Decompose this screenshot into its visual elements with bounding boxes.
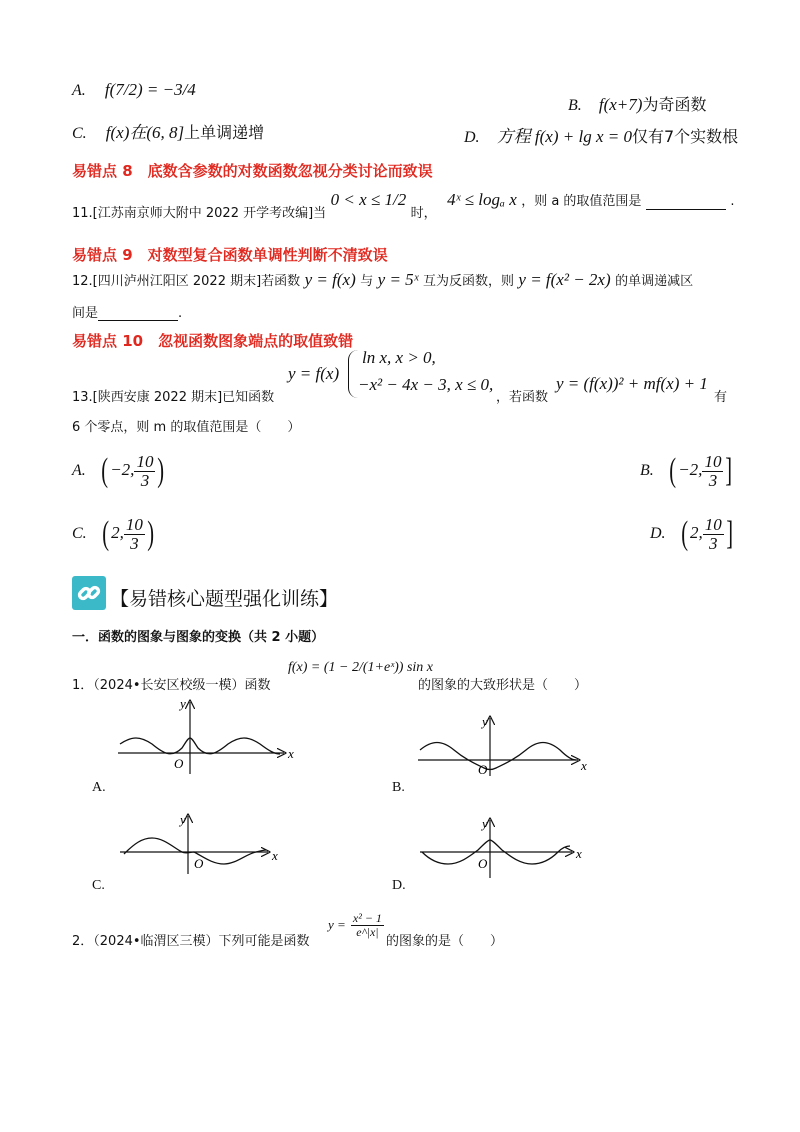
svg-text:x: x — [272, 848, 278, 863]
q13-option-d[interactable]: D. ( 2, $\frac{10}{3}$ ] — [650, 514, 733, 553]
link-icon — [72, 576, 106, 610]
section-title: 【易错核心题型强化训练】 — [110, 588, 339, 610]
q10-option-a[interactable]: A. f(7/2) = −3/4 — [72, 80, 196, 99]
q13-composite-function: y = (f(x))² + mf(x) + 1 — [556, 374, 708, 393]
q13-case-2: −x² − 4x − 3, x ≤ 0, — [358, 375, 494, 394]
graph-c-label: C. — [92, 878, 105, 893]
q13-function-name: y = f(x) — [288, 364, 340, 383]
graph-b-label: B. — [392, 780, 405, 795]
graph-a-curve — [120, 738, 280, 754]
q10-option-a-expr: f(7/2) = −3/4 — [104, 80, 196, 99]
graph-b[interactable] — [414, 714, 594, 778]
problem-1-function: f(x) = (1 − 2/(1+eˣ)) sin x — [288, 660, 434, 675]
graph-b-curve — [420, 743, 576, 770]
svg-text:O: O — [174, 756, 184, 771]
graph-d-label: D. — [392, 878, 406, 893]
q13-option-c[interactable]: C. ( 2, $\frac{10}{3}$ ) — [72, 514, 154, 553]
svg-text:y: y — [180, 812, 186, 827]
problem-2-prefix: 2．（2024•临渭区三模）下列可能是函数 — [72, 934, 310, 949]
svg-text:O: O — [194, 856, 204, 871]
question-13-line2: 6 个零点，则 m 的取值范围是（ ） — [72, 420, 301, 435]
q13-option-b[interactable]: B. ( −2, $\frac{10}{3}$ ] — [640, 451, 733, 490]
q10-option-c[interactable]: C. f(x)在(6, 8]上单调递增 — [72, 123, 265, 142]
svg-text:y: y — [482, 816, 488, 831]
svg-text:x: x — [288, 746, 294, 761]
svg-text:O: O — [478, 856, 488, 871]
problem-2-function: y = $\frac{\text{x² − 1}}{e\^{}|x|}$ — [328, 911, 382, 939]
q10-option-b[interactable]: B. f(x+7)为奇函数 — [568, 95, 707, 114]
q12-answer-blank[interactable] — [98, 306, 178, 321]
graph-c[interactable] — [116, 812, 286, 876]
pitfall-9-heading: 易错点 9 对数型复合函数单调性判断不清致误 — [72, 246, 388, 264]
link-icon-glyph — [72, 576, 106, 610]
svg-text:y: y — [482, 714, 488, 729]
svg-text:x: x — [576, 846, 582, 861]
graph-a[interactable] — [112, 696, 302, 776]
question-12-line2: 间是 . — [72, 306, 183, 321]
question-11: 11.[江苏南京师大附中 2022 开学考改编]当 0 < x ≤ 1/2 时， 4ˣ ≤ logₐ x ，则 a 的取值范围是 . — [72, 190, 735, 221]
q11-answer-blank[interactable] — [646, 195, 726, 210]
svg-text:O: O — [478, 762, 488, 777]
problem-1-suffix: 的图象的大致形状是（ ） — [418, 678, 588, 693]
pitfall-8-heading: 易错点 8 底数含参数的对数函数忽视分类讨论而致误 — [72, 162, 433, 180]
pitfall-10-heading: 易错点 10 忽视函数图象端点的取值致错 — [72, 332, 354, 350]
problem-2-suffix: 的图象的是（ ） — [386, 934, 504, 949]
graph-a-label: A. — [92, 780, 106, 795]
q10-option-d[interactable]: D. 方程 f(x) + lg x = 0仅有7个实数根 — [464, 127, 739, 146]
q13-case-1: ln x, x > 0, — [362, 348, 436, 367]
q13-option-a[interactable]: A. ( −2, $\frac{10}{3}$ ) — [72, 451, 165, 490]
q11-inequality: 4ˣ ≤ logₐ x — [447, 190, 517, 209]
svg-text:y: y — [180, 696, 186, 711]
question-13-prefix: 13.[陕西安康 2022 期末]已知函数 — [72, 390, 275, 405]
q11-condition: 0 < x ≤ 1/2 — [330, 190, 407, 209]
subsection-title: 一．函数的图象与图象的变换（共 2 小题） — [72, 630, 325, 645]
graph-d[interactable] — [416, 816, 586, 880]
problem-1-prefix: 1．（2024•长安区校级一模）函数 — [72, 678, 271, 693]
question-12: 12.[四川泸州江阳区 2022 期末]若函数 y = f(x) 与 y = 5ˣ 互为反函数，则 y = f(x² − 2x) 的单调递减区 — [72, 270, 694, 289]
svg-text:x: x — [581, 758, 587, 773]
